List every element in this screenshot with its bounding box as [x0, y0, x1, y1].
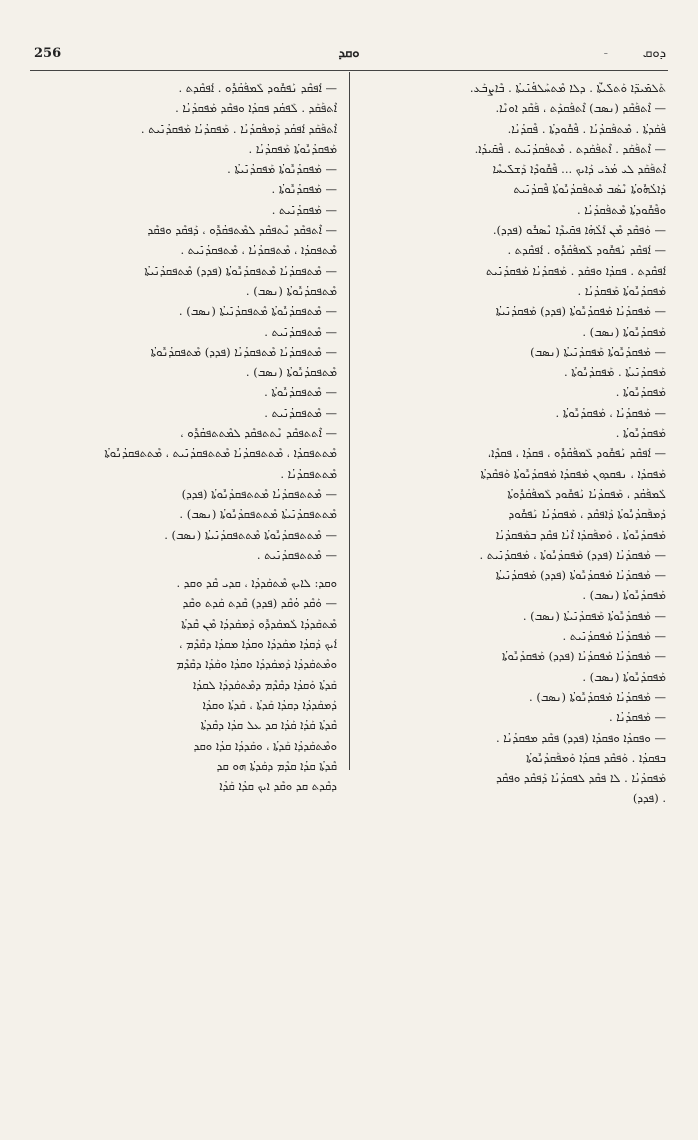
text-line: ܐܰܦܩܶܕܬ . ܦܩܕܳܐ ܘܦܩܰܕ . ܡܰܦܩܕܳܢܳܐ ܡܰܦܩܕܳܢܺܝܬ	[485, 263, 666, 278]
text-line: — ܡܰܦܩܕܳܢܳܐ ܡܰܦܩܕܳܢܺܝܬ .	[562, 629, 666, 644]
header-right-title: ܕܘܩ	[642, 46, 666, 61]
text-line: ܩܶܕܬܳܐ ܩܕܳܐ ܩܕܶܡ ܕܩܰܕܬܳܐ ܗܘ ܩܕ	[216, 758, 337, 773]
text-line: ܠܰܡܦܰܩܳܕ ، ܡܰܦܩܕܳܢܳܐ ܢܰܦܩܽܘܕ ܠܰܡܦܰܩܳܕܽܘܬܳܐ	[507, 486, 666, 501]
running-title: ܘܩܕ	[338, 46, 360, 61]
text-line: ܡܰܦܩܕܳܢܳܐ . ܠܐ ܦܩܶܕ ܠܦܩܕܳܢܳܐ ܕܰܦܩܶܕ ܘܦܩܶܕ	[496, 771, 666, 786]
text-line: — ܡܰܦܩܕܳܢܺܝܬ .	[271, 202, 337, 217]
text-line: — ܐܰܦܩܶܕ ܢܰܦܩܽܘܕ ܠܰܡܦܰܩܳܕܽܘ . ܐܰܦܩܶܕܬ .	[178, 81, 337, 95]
column-divider	[349, 72, 350, 770]
text-line: — ܘܦܩܕܳܐ ܘܦܩܕܳܐ (ܦܕܕ) ܦܩܶܕ ܡܦܩܕܳܢܳܐ .	[496, 730, 666, 745]
text-line: ܘܡܶܬܩܰܕܕܳܐ ܕܰܡܩܰܕܕܳܐ ܘܩܕܳܐ ܘܩܰܕܳܐ ܕܩܶܕܶܡ	[176, 657, 337, 672]
text-line: — ܐܶܬܦܩܶܕ ܢܶܬܦܩܶܕ ܠܡܶܬܦܩܳܕܽܘ ، ܕܰܦܩܶܕ ܘܦܩܶܕ	[147, 223, 337, 238]
text-line: ܕܩܶܕܬ ܩܕ ܘܩܶܕ ܐܝܟ ܩܕܳܐ ܩܰܕܳܐ	[219, 779, 337, 794]
text-line: ܡܶܬܩܰܕܕܳܐ ܠܰܡܩܰܕܕܽܘ ܕܰܡܩܰܕܕܳܐ ܡܶܢ ܩܶܕܬܳܐ	[181, 616, 337, 631]
text-line: ܡܰܦܩܕܳܢܽܘܬܳܐ ܡܰܦܩܕܳܢܳܐ .	[248, 141, 337, 156]
text-line: — ܡܰܦܩܕܳܢܳܐ (ܦܕܕ) ܡܰܦܩܕܳܢܽܘܬܳܐ ، ܡܰܦܩܕܳܢܺܝܬ .	[479, 547, 666, 562]
text-line: — ܡܰܦܩܕܳܢܽܘܬܳܐ ܡܰܦܩܕܳܢܺܝܬܳܐ (ܢܣܒ)	[530, 344, 666, 359]
text-line: ܡܰܦܩܕܳܢܽܘܬܳܐ (ܢܣܒ) .	[582, 669, 666, 684]
header-dash: -	[603, 46, 608, 61]
text-line: ܡܶܬܦܩܕܳܢܽܘܬܳܐ (ܢܣܒ) .	[245, 283, 337, 298]
paragraph-gap	[32, 565, 337, 573]
page-header	[30, 46, 668, 66]
text-line: ܡܶܬܬܦܩܕܳܢܳܐ .	[280, 466, 337, 481]
text-line: — ܐܶܬܦܰܩܶܕ (ܢܣܒ) ܐܶܬܦܰܩܕܰܬ ، ܦܰܩܶܕ ܐܘܢܶܐ.	[495, 101, 666, 116]
text-line: — ܡܶܬܬܦܩܕܳܢܽܘܬܳܐ ܡܶܬܬܦܩܕܳܢܺܝܬܳܐ (ܢܣܒ) .	[164, 527, 337, 542]
text-line: — ܡܶܬܦܩܕܳܢܽܘܬܳܐ .	[264, 385, 337, 400]
text-line: — ܡܶܬܦܩܕܳܢܳܐ ܡܶܬܦܩܕܳܢܽܘܬܳܐ (ܦܕܕ) ܡܶܬܦܩܕܳܢܺܝܬܳܐ	[144, 263, 337, 278]
text-line: ܡܰܦܩܕܳܢܺܝܬܳܐ . ܡܰܦܩܕܳܢܽܘܬܳܐ .	[564, 365, 666, 380]
text-line: ܐܶܬܦܰܩܰܕ ܠܝ ܡܳܪܝ ܕܰܐܝܟ ... ܦܶܩܽܘܕܶܐ ܕܰܫܠܺܝܚܶܐ	[492, 162, 666, 177]
text-line: — ܡܶܬܬܦܩܕܳܢܳܐ ܡܶܬܬܦܩܕܳܢܽܘܬܳܐ (ܦܕܕ)	[181, 486, 337, 501]
text-line: — ܐܰܦܩܶܕ ܢܰܦܩܽܘܕ ܠܰܡܦܰܩܳܕܽܘ ، ܦܩܕܳܐ ، ܦܩܕܶܐ،	[487, 446, 666, 461]
text-line: ܕܰܡܦܰܩܕܳܢܽܘܬܳܐ ܕܰܐܦܩܶܕ ، ܡܰܦܩܕܳܢܳܐ ܢܰܦܩܽܘܕ	[508, 507, 666, 522]
header-rule	[30, 70, 668, 71]
text-line: — ܡܶܬܦܩܕܳܢܽܘܬܳܐ ܡܶܬܦܩܕܳܢܺܝܬܳܐ (ܢܣܒ) .	[178, 304, 337, 319]
text-line: ܡܰܦܩܕܳܢܽܘܬܳܐ ܡܰܦܩܕܳܢܳܐ .	[577, 283, 666, 298]
text-line: — ܘܰܩܶܕ ܘܳܩܶܕ (ܦܕܕ) ܩܶܕܬ ܩܰܕܬ ܘܩܶܕ	[182, 596, 337, 611]
text-line: ܡܶܬܬܦܩܕܳܐ ، ܡܶܬܬܦܩܕܳܢܳܐ ܡܶܬܬܦܩܕܳܢܺܝܬ ، ܡܶܬܬܦܩܕܳܢܽܘܬܳܐ	[104, 446, 337, 461]
text-line: — ܡܰܦܩܕܳܢܳܐ ܡܰܦܩܕܳܢܳܐ (ܦܕܕ) ܡܰܦܩܕܳܢܽܘܬܳܐ	[502, 649, 666, 664]
text-line: — ܐܶܬܬܦܩܶܕ ܢܶܬܬܦܩܶܕ ܠܡܶܬܬܦܩܳܕܽܘ ،	[180, 426, 337, 441]
right-column	[361, 78, 666, 809]
text-line: ܕܰܐܠܳܗܽܘܬܳܐ ܢܶܣܰܒ ܡܶܬܦܰܩܕܳܢܽܘܬܳܐ ܦܶܩܕܳܢܺܝܬ	[513, 182, 666, 197]
text-line: ܒܦܩܕܳܐ . ܘܰܦܩܶܕ ܦܩܕܳܐ ܘܰܡܦܰܩܕܳܢܽܘܬܳܐ	[526, 750, 666, 765]
text-line: ܡܰܦܩܕܳܢܽܘܬܳܐ ، ܘܰܡܦܰܩܕܳܐ ܐܶܢܳܐ ܦܩܶܕ ܒܡܰܦܩܕܳܢܳܐ	[495, 527, 666, 542]
text-line: ܘܦܶܩܽܘܕܬܳܐ ܡܶܬܦܰܩܕܳܢܳܐ .	[576, 202, 666, 217]
text-line: — ܡܶܬܦܩܕܳܢܺܝܬ .	[264, 324, 337, 339]
text-line: — ܡܰܦܩܕܳܢܳܐ ، ܡܰܦܩܕܳܢܽܘܬܳܐ .	[555, 405, 666, 420]
text-line: ܩܰܕܬܳܐ ܘܰܩܕܳܐ ܕܩܶܕܶܡ ܕܡܶܬܩܰܕܕܳܐ ܠܩܕܳܐ	[193, 677, 337, 692]
text-line: — ܡܰܦܩܕܳܢܽܘܬܳܐ .	[271, 182, 337, 197]
text-line: ܘܡܶܬܩܰܕܕܳܐ ܩܰܕܬܳܐ ، ܘܩܰܕܕܳܐ ܩܕܳܐ ܘܩܕ	[193, 738, 337, 753]
text-line: ܡܰܦܩܕܳܢܽܘܬܳܐ .	[615, 426, 666, 441]
text-line: ܡܶܬܦܩܕܳܢܽܘܬܳܐ (ܢܣܒ) .	[245, 365, 337, 380]
text-line: ܕܰܡܩܰܕܕܳܐ ܕܩܕܳܐ ܩܰܕܬܳܐ ، ܩܰܕܬܳܐ ܘܩܕܳܐ	[202, 697, 337, 712]
text-line: ܐܶܬܦܰܩܰܕ . ܠܰܦܩܳܕ ܦܩܕܳܐ ܘܦܩܶܕ ܡܰܦܩܕܳܢܳܐ .	[175, 101, 337, 116]
text-line: — ܡܰܦܩܕܳܢܳܐ ܡܰܦܩܕܳܢܽܘܬܳܐ (ܦܕܕ) ܡܰܦܩܕܳܢܺܝܬܳܐ	[495, 568, 666, 583]
text-line: ܡܰܦܩܕܳܢܽܘܬܳܐ (ܢܣܒ) .	[582, 588, 666, 603]
text-line: — ܡܰܦܩܕܳܢܽܘܬܳܐ ܡܰܦܩܕܳܢܺܝܬܳܐ .	[227, 162, 337, 177]
text-line: — ܡܶܬܬܦܩܕܳܢܺܝܬ .	[256, 547, 337, 562]
text-line: — ܡܰܦܩܕܳܢܽܘܬܳܐ ܡܰܦܩܕܳܢܺܝܬܳܐ (ܢܣܒ) .	[522, 608, 666, 623]
text-line: ܡܶܬܦܩܕܳܐ ، ܡܶܬܦܩܕܳܢܳܐ ، ܡܶܬܦܩܕܳܢܺܝܬ .	[180, 243, 337, 258]
text-line: ܡܰܦܩܕܳܢܽܘܬܳܐ .	[615, 385, 666, 400]
text-line: — ܡܰܦܩܕܳܢܳܐ ܡܰܦܩܕܳܢܽܘܬܳܐ (ܦܕܕ) ܡܰܦܩܕܳܢܺܝܬܳܐ	[495, 304, 666, 319]
text-line: ܩܶܕܬܳܐ ܩܰܕܳܐ ܩܰܕܳܐ ܩܕ ܥܠ ܩܕܳܐ ܕܩܶܕܬܳܐ	[200, 718, 337, 733]
text-line: — ܘܰܦܩܶܕ ܡܶܢ ܐܰܠܳܗܳܐ ܦܩܺܝܕܶܐ ܢܶܣܒܽܘ (ܦܕܕ).	[492, 223, 666, 238]
text-line: ܡܰܦܩܕܳܢܽܘܬܳܐ (ܢܣܒ) .	[582, 324, 666, 339]
text-line: — ܐܰܦܩܶܕ ܢܰܦܩܽܘܕ ܠܰܡܦܰܩܳܕܽܘ . ܐܰܦܩܶܕܬ .	[507, 243, 666, 258]
text-line: ܦܰܩܰܕܬܳܐ . ܡܶܬܦܰܩܕܳܢܳܐ . ܦܶܩܽܘܕܬܳܐ . ܦܶܩܕܳܢܳܐ.	[507, 121, 666, 136]
text-line: — ܐܶܬܦܰܩܰܕ . ܐܶܬܦܰܩܰܕܬ . ܡܶܬܦܰܩܕܳܢܺܝܬ . ܦܶܩܺܝܕܳܐ.	[474, 141, 666, 156]
text-line: — ܡܰܦܩܕܳܢܳܐ .	[609, 710, 666, 725]
text-line: ܬܰܠܡܺܝܕ̈ܐ ܘܰܬܠܺܝܬ̈ܳܐ . ܕܠܐ ܡܶܬܚܰܠܦܳܢܺܝܬܳܐ . ܒܶܐܨܒܰܥ.	[469, 81, 666, 95]
page-number: 256	[34, 46, 62, 61]
text-line: — ܡܰܦܩܕܳܢܳܐ ܡܰܦܩܕܳܢܽܘܬܳܐ (ܢܣܒ) .	[529, 689, 666, 704]
left-column	[32, 78, 337, 796]
text-line: ܐܰܝܟ ܕܰܩܕܳܐ ܡܩܰܕܕܳܐ ܘܩܕܳܐ ܡܩܕܳܐ ܕܩܶܕܶܡ ،	[179, 637, 337, 652]
text-line: — ܡܶܬܦܩܕܳܢܺܝܬ .	[264, 405, 337, 420]
text-line: . (ܦܕܕ)	[632, 791, 666, 806]
text-line: ܘܩܕ: ܠܐܝܟ ܡܶܬܩܰܕܕܳܐ ، ܩܕܝ ܩܶܕ ܘܩܕ .	[176, 576, 337, 591]
text-line: ܡܶܬܬܦܩܕܳܢܺܝܬܳܐ ܡܶܬܬܦܩܕܳܢܽܘܬܳܐ (ܢܣܒ) .	[179, 507, 337, 522]
text-line: ܐܶܬܦܰܩܰܕ ܐܰܦܩܳܕ ܕܰܡܦܰܩܕܳܢܳܐ . ܡܰܦܩܕܳܢܳܐ ܡܰܦܩܕܳܢܺܝܬ .	[140, 121, 337, 136]
text-line: — ܡܶܬܦܩܕܳܢܳܐ ܡܶܬܦܩܕܳܢܳܐ (ܦܕܕ) ܡܶܬܦܩܕܳܢܽܘܬܳܐ	[150, 344, 337, 359]
text-line: ܡܰܦܩܕܳܐ ، ܢܦܩܕܘܢ ܡܰܦܩܕܳܐ ܡܰܦܩܕܳܢܽܘܬܳܐ ܘܰܦܩܶܕܬܳܐ	[480, 466, 666, 481]
